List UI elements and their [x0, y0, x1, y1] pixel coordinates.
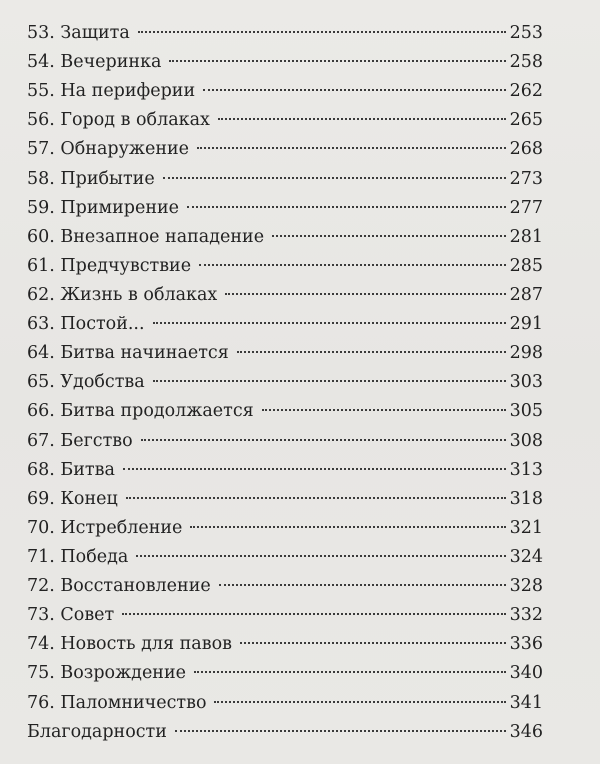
- toc-entry: [27, 106, 543, 135]
- entry-title: 58. Прибытие: [27, 168, 155, 189]
- toc-entry: [27, 19, 543, 48]
- dot-leader: [262, 409, 506, 411]
- entry-page-number: 328: [509, 576, 543, 597]
- toc-entry: [27, 543, 543, 572]
- entry-page-number: 253: [509, 23, 543, 43]
- toc-entry: [27, 310, 543, 339]
- dot-leader: [123, 468, 506, 470]
- dot-leader: [203, 89, 505, 91]
- dot-leader: [197, 147, 506, 149]
- toc-entry: [27, 718, 543, 747]
- entry-title: 75. Возрождение: [27, 663, 186, 684]
- toc-entry: [27, 397, 543, 426]
- entry-page-number: 305: [509, 401, 543, 422]
- entry-page-number: 340: [509, 663, 543, 684]
- toc-entry: [27, 572, 543, 601]
- dot-leader: [214, 701, 505, 703]
- entry-page-number: 321: [509, 517, 543, 538]
- dot-leader: [225, 293, 505, 295]
- toc-entry: [27, 77, 543, 106]
- toc-entry: [27, 223, 543, 252]
- entry-page-number: 291: [509, 314, 543, 335]
- entry-page-number: 265: [509, 110, 543, 131]
- entry-title: 53. Защита: [27, 23, 130, 43]
- toc-entry: [27, 368, 543, 397]
- dot-leader: [190, 526, 505, 528]
- toc-entry: [27, 485, 543, 514]
- entry-page-number: 308: [509, 430, 543, 451]
- entry-page-number: 318: [509, 488, 543, 509]
- entry-title: 69. Конец: [27, 488, 118, 509]
- entry-page-number: 332: [509, 605, 543, 626]
- entry-page-number: 273: [509, 168, 543, 189]
- dot-leader: [122, 613, 505, 615]
- entry-page-number: 303: [509, 372, 543, 393]
- toc-entry: [27, 165, 543, 194]
- toc-entry: [27, 135, 543, 164]
- dot-leader: [187, 206, 506, 208]
- entry-title: 60. Внезапное нападение: [27, 226, 265, 247]
- entry-title: 68. Битва: [27, 459, 115, 480]
- dot-leader: [163, 177, 506, 179]
- dot-leader: [237, 351, 506, 353]
- entry-title: 61. Предчувствие: [27, 255, 192, 276]
- entry-page-number: 277: [509, 197, 543, 218]
- entry-title: 56. Город в облаках: [27, 110, 210, 131]
- entry-title: 73. Совет: [27, 605, 115, 626]
- entry-page-number: 285: [509, 255, 543, 276]
- entry-title: 55. На периферии: [27, 81, 196, 102]
- toc-entry: [27, 48, 543, 77]
- toc-entry: [27, 630, 543, 659]
- entry-page-number: 287: [509, 284, 543, 305]
- entry-page-number: 346: [509, 721, 543, 742]
- toc-entry: [27, 194, 543, 223]
- entry-title: Благодарности: [27, 721, 167, 742]
- toc-entry: [27, 689, 543, 718]
- entry-page-number: 336: [509, 634, 543, 655]
- toc-entry: [27, 659, 543, 688]
- entry-title: 71. Победа: [27, 546, 129, 567]
- toc-entry: [27, 281, 543, 310]
- entry-title: 74. Новость для павов: [27, 634, 232, 655]
- table-of-contents: [27, 19, 543, 747]
- entry-page-number: 281: [509, 226, 543, 247]
- dot-leader: [138, 31, 506, 33]
- dot-leader: [153, 322, 506, 324]
- toc-entry: [27, 339, 543, 368]
- entry-title: 70. Истребление: [27, 517, 183, 538]
- toc-entry: [27, 252, 543, 281]
- toc-entry: [27, 427, 543, 456]
- entry-page-number: 268: [509, 139, 543, 160]
- toc-entry: [27, 601, 543, 630]
- entry-page-number: 262: [509, 81, 543, 102]
- entry-page-number: 341: [509, 692, 543, 713]
- dot-leader: [194, 671, 506, 673]
- entry-title: 72. Восстановление: [27, 576, 211, 597]
- dot-leader: [175, 730, 506, 732]
- dot-leader: [126, 497, 506, 499]
- entry-page-number: 313: [509, 459, 543, 480]
- dot-leader: [272, 235, 506, 237]
- entry-page-number: 258: [509, 52, 543, 73]
- entry-title: 76. Паломничество: [27, 692, 207, 713]
- dot-leader: [199, 264, 506, 266]
- entry-title: 64. Битва начинается: [27, 343, 229, 364]
- dot-leader: [141, 439, 506, 441]
- dot-leader: [153, 380, 506, 382]
- dot-leader: [219, 584, 506, 586]
- toc-entry: [27, 456, 543, 485]
- entry-title: 57. Обнаружение: [27, 139, 190, 160]
- entry-page-number: 324: [509, 546, 543, 567]
- entry-title: 54. Вечеринка: [27, 52, 162, 73]
- entry-title: 66. Битва продолжается: [27, 401, 254, 422]
- dot-leader: [136, 555, 505, 557]
- toc-entry: [27, 514, 543, 543]
- dot-leader: [218, 118, 506, 120]
- entry-title: 62. Жизнь в облаках: [27, 284, 218, 305]
- entry-title: 63. Постой...: [27, 314, 145, 335]
- entry-title: 59. Примирение: [27, 197, 180, 218]
- entry-title: 67. Бегство: [27, 430, 133, 451]
- entry-title: 65. Удобства: [27, 372, 145, 393]
- dot-leader: [169, 60, 505, 62]
- dot-leader: [240, 642, 506, 644]
- entry-page-number: 298: [509, 343, 543, 364]
